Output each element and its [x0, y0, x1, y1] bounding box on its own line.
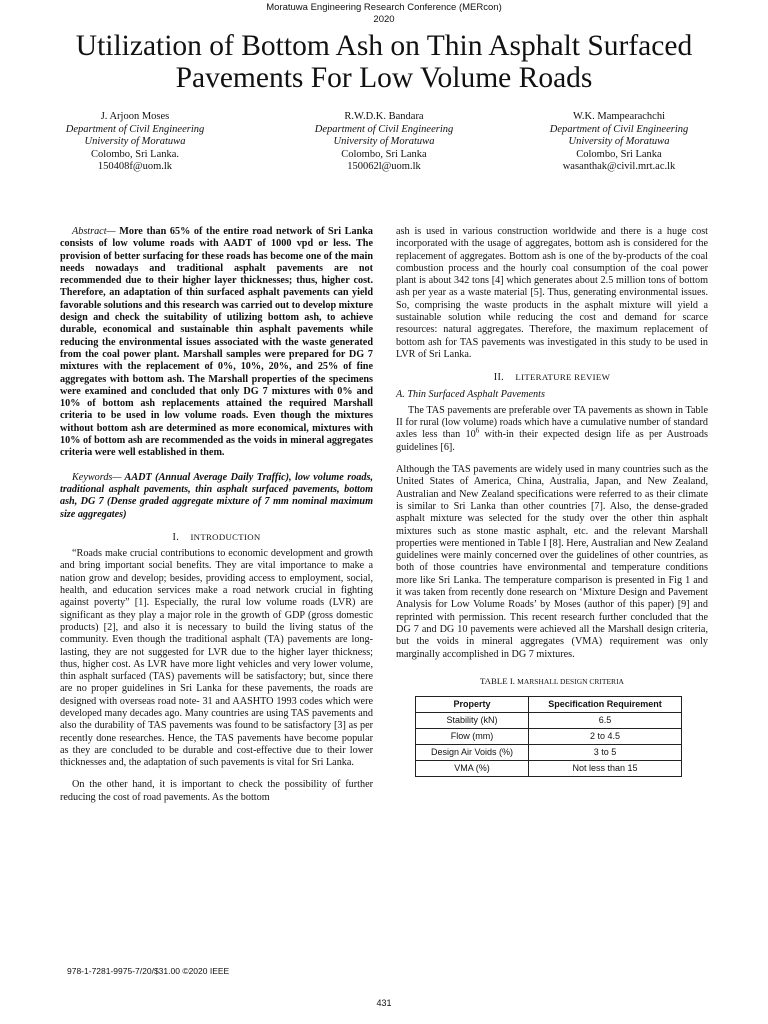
abstract-lead: Abstract—: [72, 226, 116, 237]
table-header-cell: Property: [416, 697, 529, 713]
body-paragraph-bottom-ash: ash is used in various construction worldwide and there is a huge cost incorporated with the usage of aggregates, bottom ash is considered for the replacement of aggregates. Bottom ash is one of the by-products of the coal combustion process and the hourly coal consumption of the coal power plant is about 342 tons [4] which generates about 2.5 million tons of bottom ash per year as a waste material [5]. Thus, generating environmental issues. So, comprising the waste products in the asphalt mixture will yield a sustainable solution while reducing the cost and demand for scarce resources: natural aggregates. Therefore, the maximum replacement of bottom ash for TAS pavements was investigated in this study to be used in LVR of Sri Lanka.: [396, 226, 708, 360]
table-cell: 2 to 4.5: [529, 729, 682, 745]
copyright-notice: 978-1-7281-9975-7/20/$31.00 ©2020 IEEE: [67, 966, 230, 976]
abstract-text: More than 65% of the entire road network of Sri Lanka consists of low volume roads with AADT of 1000 vpd or less. The provision of better surfacing for these roads has become one of the main needs nowadays and traditional asphalt pavements are not recommended due to their higher layer thicknesses; thus, higher cost. Therefore, an adaptation of thin surfaced asphalt pavements can yield favorable solutions and this research was carried out to develop mixture design and check the suitability of utilizing bottom ash, to achieve durable, economical and sustainable thin asphalt pavements while reducing the environmental issues associated with the waste generated from the coal power plant. Marshall samples were prepared for DG 7 mixtures with the replacement of 0%, 10%, 20%, and 25% of fine aggregates with bottom ash. The Marshall properties of the specimens were examined and concluded that only DG 7 mixtures with 0% and 10% of bottom ash replacements attained the required Marshall criteria to be used in low volume roads. Even though the mixtures without bottom ash are determined as more economical, mixtures with 10% of bottom ash are recommended as the voids in mineral aggregates criteria were well established in them.: [60, 226, 373, 459]
author-department: Department of Civil Engineering: [549, 123, 689, 135]
right-column: [396, 226, 708, 777]
conference-name: Moratuwa Engineering Research Conference (MERcon): [266, 2, 502, 13]
keywords-lead: Keywords—: [72, 471, 122, 483]
author-2: [264, 111, 504, 174]
author-department: Department of Civil Engineering: [65, 123, 205, 135]
conference-header: [0, 2, 768, 25]
marshall-criteria-table: [415, 696, 682, 777]
author-city: Colombo, Sri Lanka: [576, 148, 662, 160]
author-name: R.W.D.K. Bandara: [344, 111, 424, 122]
table-cell: Not less than 15: [529, 761, 682, 777]
table-header-row: [416, 697, 682, 713]
table-cell: Design Air Voids (%): [416, 745, 529, 761]
author-name: J. Arjoon Moses: [100, 111, 170, 122]
superscript: 6: [475, 427, 480, 436]
author-email: 150408f@uom.lk: [97, 161, 173, 172]
author-city: Colombo, Sri Lanka.: [90, 148, 180, 160]
author-1: [15, 111, 255, 174]
paper-title-line-1: Utilization of Bottom Ash on Thin Asphalt Surfaced: [75, 30, 693, 62]
author-department: Department of Civil Engineering: [314, 123, 454, 135]
table-row: [416, 745, 682, 761]
subsection-heading: A. Thin Surfaced Asphalt Pavements: [396, 388, 545, 400]
page-number: 431: [376, 998, 392, 1008]
keywords-text: AADT (Annual Average Daily Traffic), low volume roads, traditional asphalt pavements, thin asphalt surfaced pavements, bottom ash, DG 7 (Dense graded aggregate mixture of 7 mm nominal maximum size aggregates): [60, 471, 373, 520]
paper-title: [0, 30, 768, 94]
author-city: Colombo, Sri Lanka: [341, 148, 427, 160]
table-cell: 6.5: [529, 713, 682, 729]
author-email: 150062l@uom.lk: [347, 161, 421, 172]
author-email: wasanthak@civil.mrt.ac.lk: [562, 161, 676, 172]
author-3: [499, 111, 739, 174]
table-caption-number: TABLE I.: [480, 675, 515, 686]
section-number: I.: [172, 531, 180, 543]
table-row: [416, 729, 682, 745]
author-name: W.K. Mampearachchi: [572, 111, 666, 122]
section-heading-introduction: [60, 531, 373, 544]
abstract: [60, 226, 373, 460]
keywords: [60, 472, 373, 521]
left-column: [60, 226, 373, 804]
table-cell: Stability (kN): [416, 713, 529, 729]
section-number: II.: [493, 372, 505, 384]
table-header-cell: Specification Requirement: [529, 697, 682, 713]
text-part: with-in their expected design life as per Austroads guidelines [6].: [396, 429, 708, 453]
section-title: INTRODUCTION: [190, 531, 261, 542]
table-cell: VMA (%): [416, 761, 529, 777]
table-row: [416, 761, 682, 777]
paper-title-line-2: Pavements For Low Volume Roads: [175, 62, 593, 94]
intro-paragraph-2: On the other hand, it is important to check the possibility of further reducing the cost of road pavements. As the bottom: [60, 779, 373, 803]
section-heading-literature-review: [396, 371, 708, 384]
author-university: University of Moratuwa: [568, 136, 670, 147]
author-university: University of Moratuwa: [84, 136, 186, 147]
conference-year: 2020: [373, 13, 395, 25]
table-cell: Flow (mm): [416, 729, 529, 745]
table-row: [416, 713, 682, 729]
body-paragraph-guidelines: Although the TAS pavements are widely used in many countries such as the United States of America, China, Australia, Japan, and New Zealand, Australian and New Zealand specifications were referred to as their climate is similar to Sri Lanka than other countries [7]. Also, the dense-graded asphalt mixture was selected for the study over the other thin asphalt mixtures such as stone mastic asphalt, etc. and the relevant Marshall properties were mentioned in Table I [8]. Here, Australian and New Zealand guidelines were mainly concerned over the guidelines of other countries, as both of those countries have environmental and temperature conditions more like Sri Lanka. The temperature comparison is presented in Fig 1 and it was taken from recently done research on ‘Mixture Design and Pavement Analysis for Low Volume Roads’ by Moses (author of this paper) [9] and reprinted with permission. This recent research further concluded that the DG 7 and DG 10 pavements were achieved all the Marshall design criteria, but the voids in mineral aggregates (VMA) requirement was only marginally accomplished in DG 7 mixtures.: [396, 464, 708, 660]
text-part: The TAS pavements are preferable over TA pavements as shown in Table II for rural (low volume) roads which have a cumulative number of standard axles less than 10: [396, 404, 708, 441]
section-title: LITERATURE REVIEW: [515, 372, 611, 383]
table-caption-text: MARSHALL DESIGN CRITERIA: [517, 676, 624, 686]
intro-paragraph-1: “Roads make crucial contributions to economic development and growth and bring important social benefits. They are vital importance to make a nation grow and develop; besides, providing access to employment, social, health, and education services make a road network crucial in fighting against poverty” [1]. Especially, the rural low volume roads (LVR) are significant as they play a major role in the growth of GDP (gross domestic products) [2], and also it is necessary to build the living status of the community. Even though the traditional asphalt (TA) pavements are long-lasting, they are not suggested for LVR due to the higher layer thickness; thus, higher cost. As LVR have more light vehicles and very lower volume, thin asphalt surfaced (TAS) pavements will be satisfactory; but, since there are no proper guidelines in Sri Lanka for these pavements, the roads are designed with overseas road note- 31 and AASHTO 1993 codes which were developed many decades ago. Many countries are using TAS pavements and also the durability of TAS pavements was found to be satisfactory [3] as per recently done researches. Hence, the TAS pavements have become popular as they are concluded to be durable and cost-effective due to their lower thicknesses and, the adaptation of such pavements is vital for Sri Lanka.: [60, 548, 373, 769]
author-university: University of Moratuwa: [333, 136, 435, 147]
table-caption: [396, 675, 708, 688]
table-cell: 3 to 5: [529, 745, 682, 761]
body-paragraph-tas: [396, 405, 708, 454]
